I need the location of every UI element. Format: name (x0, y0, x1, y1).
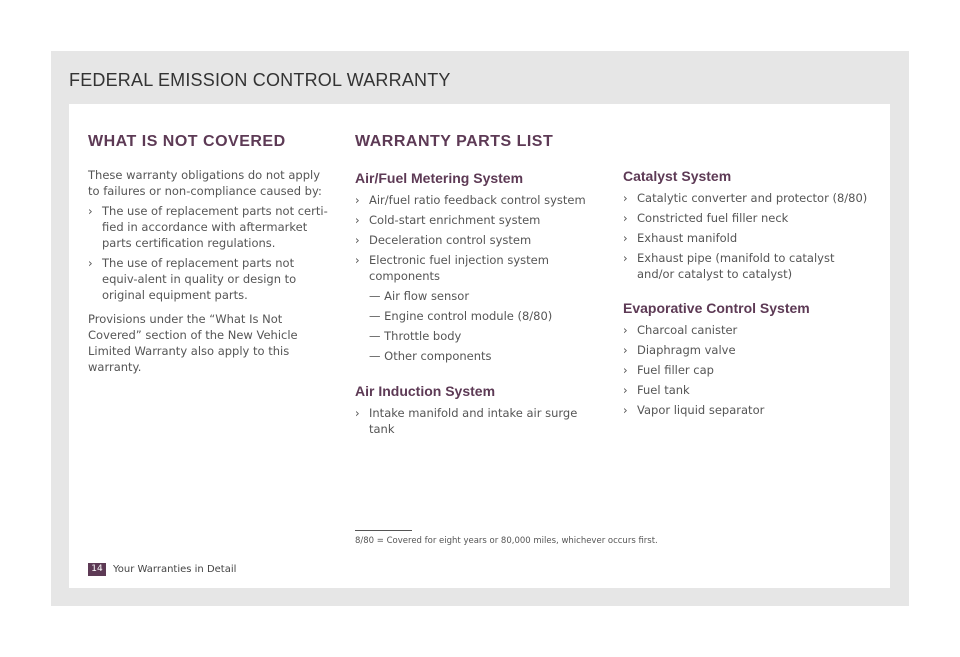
list-item (623, 250, 873, 282)
list-item-text: Cold-start enrichment system (369, 213, 541, 227)
not-covered-closing: Provisions under the “What Is Not Covered” section of the New Vehicle Limited Warranty also apply to this warranty. (88, 312, 298, 374)
list-item-text: Exhaust manifold (637, 231, 738, 245)
list-item (623, 402, 873, 418)
air-induction-heading: Air Induction System (355, 383, 496, 399)
list-item (623, 382, 873, 398)
list-item-text: Diaphragm valve (637, 343, 736, 357)
list-item (355, 252, 595, 284)
bullet-icon: › (623, 323, 628, 337)
sub-list-item: — Engine control module (8/80) (369, 309, 553, 323)
list-item-text: Air/fuel ratio feedback control system (369, 193, 586, 207)
bullet-icon: › (623, 211, 628, 225)
air-fuel-heading: Air/Fuel Metering System (355, 170, 524, 186)
list-item (88, 255, 328, 303)
bullet-icon: › (355, 193, 360, 207)
list-item-text: Fuel tank (637, 383, 690, 397)
list-item-text: Constricted fuel filler neck (637, 211, 789, 225)
footnote-divider (355, 530, 412, 531)
parts-list-section (355, 133, 595, 437)
list-item (355, 232, 595, 248)
bullet-icon: › (88, 256, 93, 270)
bullet-icon: › (623, 343, 628, 357)
sub-list-item: — Other components (369, 349, 492, 363)
list-item (623, 362, 873, 378)
not-covered-heading: WHAT IS NOT COVERED (88, 133, 286, 150)
not-covered-list (88, 203, 328, 303)
bullet-icon: › (623, 251, 628, 265)
list-item-text: The use of replacement parts not equiv-alent in quality or design to original equipment parts. (102, 256, 297, 302)
bullet-icon: › (355, 213, 360, 227)
parts-list-column-2 (623, 168, 873, 418)
list-item (355, 192, 595, 208)
catalyst-heading: Catalyst System (623, 168, 732, 184)
sub-list-item: — Air flow sensor (369, 289, 470, 303)
catalyst-list (623, 190, 873, 282)
bullet-icon: › (623, 363, 628, 377)
bullet-icon: › (355, 233, 360, 247)
air-fuel-sublist (355, 288, 595, 364)
bullet-icon: › (355, 406, 360, 420)
list-item-text: Intake manifold and intake air surge tank (369, 406, 578, 436)
list-item (355, 212, 595, 228)
bullet-icon: › (355, 253, 360, 267)
list-item-text: Exhaust pipe (manifold to catalyst and/or catalyst to catalyst) (637, 251, 835, 281)
list-item (623, 342, 873, 358)
list-item-text: Electronic fuel injection system components (369, 253, 549, 283)
bullet-icon: › (623, 403, 628, 417)
footer-label: Your Warranties in Detail (113, 564, 237, 575)
list-item (623, 322, 873, 338)
bullet-icon: › (623, 231, 628, 245)
bullet-icon: › (88, 204, 93, 218)
list-item (623, 210, 873, 226)
list-item (623, 190, 873, 206)
parts-list-heading: WARRANTY PARTS LIST (355, 133, 554, 150)
page-number-badge: 14 (88, 563, 106, 576)
air-fuel-list (355, 192, 595, 284)
list-item-text: Deceleration control system (369, 233, 532, 247)
evaporative-list (623, 322, 873, 418)
list-item (88, 203, 328, 251)
list-item (623, 230, 873, 246)
list-item (355, 405, 595, 437)
page-title: FEDERAL EMISSION CONTROL WARRANTY (69, 70, 451, 90)
bullet-icon: › (623, 383, 628, 397)
list-item-text: The use of replacement parts not certi-fied in accordance with aftermarket parts certification regulations. (102, 204, 328, 250)
not-covered-section (88, 133, 328, 375)
list-item-text: Catalytic converter and protector (8/80) (637, 191, 868, 205)
list-item-text: Fuel filler cap (637, 363, 714, 377)
list-item-text: Charcoal canister (637, 323, 738, 337)
footnote: 8/80 = Covered for eight years or 80,000 miles, whichever occurs first. (355, 536, 658, 546)
not-covered-intro: These warranty obligations do not apply to failures or non-compliance caused by: (88, 168, 322, 198)
list-item-text: Vapor liquid separator (637, 403, 765, 417)
sub-list-item: — Throttle body (369, 329, 462, 343)
bullet-icon: › (623, 191, 628, 205)
air-induction-list (355, 405, 595, 437)
evaporative-heading: Evaporative Control System (623, 300, 810, 316)
